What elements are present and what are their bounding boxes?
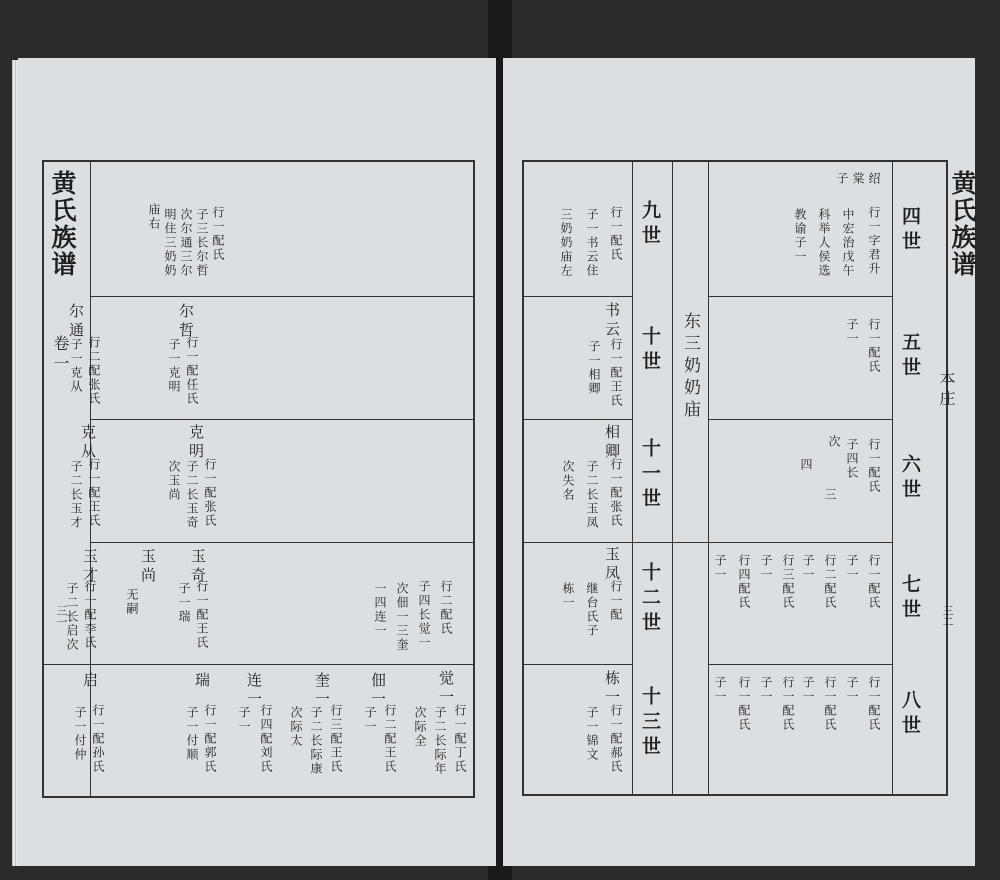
entry-line: 行一配氏 [609,206,623,262]
entry-line: 行一配氏 [823,676,837,732]
entry-line: 行一配氏 [867,554,881,610]
entry-line: 次佃一三奎 [395,582,409,652]
entry-line: 次际太 [289,706,303,748]
entry-line: 子一 [363,706,377,734]
entry-line: 子一 [713,554,727,582]
entry-line: 子二长际康 [309,706,323,776]
entry-line: 子一 [237,706,251,734]
entry-line: 子一 [845,554,859,582]
entry-line: 行四配氏 [737,554,751,610]
entry-line: 子一锦文 [585,706,599,762]
entry-line: 子一 [759,554,773,582]
entry-line: 行一配氏 [781,676,795,732]
entry-line: 子一 [713,676,727,704]
entry-name: 佃一 [369,672,387,710]
entry-line: 行一配任氏 [185,336,199,406]
entry-line: 子二长际年 [433,706,447,776]
entry-line: 行一配孙氏 [91,704,105,774]
entry-name: 玉尚 [139,548,157,586]
entry-name: 启 [81,672,99,691]
entry-line: 子一 [801,676,815,704]
entry-line: 子三长尔哲 [195,208,209,278]
entry-line: 棠 [851,172,865,186]
entry-name: 玉才 [81,548,99,586]
entry-line: 行一配氏 [867,438,881,494]
entry-line: 教谕子一 [793,208,807,264]
generation-label: 十世 [639,326,661,376]
entry-line: 行一配王氏 [609,338,623,408]
generation-label: 八世 [899,690,921,740]
entry-line: 次尔通三尔 [179,208,193,278]
entry-line: 行一配氏 [211,206,225,262]
entry-name: 栋一 [603,670,621,708]
entry-line: 行二配氏 [823,554,837,610]
entry-line: 行一配丁氏 [453,704,467,774]
entry-line: 行一配李氏 [83,580,97,650]
entry-line: 子 [835,172,849,186]
entry-line: 次 [827,435,841,449]
entry-line: 子一克从 [69,338,83,394]
entry-line: 子一 [845,318,859,346]
entry-name: 尔通 [67,303,85,341]
entry-line: 子一付仲 [73,706,87,762]
entry-line: 行一配张氏 [609,458,623,528]
generation-label: 五世 [899,332,921,382]
entry-line: 子一克明 [167,338,181,394]
entry-line: 行二配张氏 [87,336,101,406]
left-page-number: 三一 [55,605,68,627]
entry-name: 尔哲 [177,303,195,341]
entry-line: 子一瑞 [177,582,191,624]
generation-label: 十一世 [639,438,661,513]
entry-line: 子二长启次 [65,582,79,652]
entry-line: 三 [823,488,837,502]
volume-label: 卷一 [51,335,70,375]
entry-line: 明住三奶奶 [163,208,177,278]
entry-line: 行一配氏 [737,676,751,732]
entry-line: 继台氏子 [585,582,599,638]
side-label: 本庄 [937,370,956,410]
entry-line: 子一 [801,554,815,582]
entry-name: 克明 [187,424,205,462]
entry-line: 行一配氏 [867,318,881,374]
entry-line: 子二长玉奇 [185,460,199,530]
entry-line: 三奶奶庙左 [559,208,573,278]
generation-label: 四世 [899,206,921,256]
entry-line: 子二长玉凤 [585,460,599,530]
entry-line: 子一 [759,676,773,704]
entry-name: 奎一 [313,672,331,710]
entry-line: 行一配氏 [867,676,881,732]
entry-line: 行一配张氏 [203,458,217,528]
entry-line: 庙右 [147,203,161,231]
entry-line: 栋一 [561,582,575,610]
generation-label: 六世 [899,454,921,504]
generation-label: 十三世 [639,686,661,761]
right-page-number: 三二 [941,605,954,627]
right-book-title: 黄氏族谱 [948,170,977,278]
generation-label: 九世 [639,200,661,250]
entry-line: 四 [799,458,813,472]
entry-line: 子二长玉才 [69,460,83,530]
entry-line: 中宏治戊午 [841,208,855,278]
entry-name: 克从 [79,424,97,462]
entry-name: 书云 [603,302,621,340]
entry-name: 玉奇 [189,548,207,586]
generation-label: 十二世 [639,562,661,637]
entry-line: 次玉尚 [167,460,181,502]
entry-line: 绍 [867,172,881,186]
entry-line: 次失名 [561,460,575,502]
generation-label: 七世 [899,574,921,624]
left-book-title: 黄氏族谱 [48,170,77,278]
entry-line: 行二配氏 [439,580,453,636]
entry-line: 行一配 [609,580,623,622]
entry-line: 子一书云住 [585,208,599,278]
entry-line: 无嗣 [125,588,139,616]
temple-label: 东三奶奶庙 [680,312,700,422]
entry-line: 子四长觉一 [417,580,431,650]
entry-line: 行一配王氏 [87,458,101,528]
entry-name: 玉凤 [603,546,621,584]
entry-line: 子一付顺 [185,706,199,762]
entry-name: 连一 [245,672,263,710]
entry-line: 行一配王氏 [195,580,209,650]
entry-name: 觉一 [437,670,455,708]
entry-line: 行二配王氏 [383,704,397,774]
entry-line: 子一相卿 [587,340,601,396]
entry-line: 科举人侯选 [817,208,831,278]
entry-line: 行一配郝氏 [609,704,623,774]
entry-name: 相卿 [603,424,621,462]
entry-line: 行三配王氏 [329,704,343,774]
entry-line: 行一配郭氏 [203,704,217,774]
entry-line: 次际全 [413,706,427,748]
entry-line: 一四连一 [373,582,387,638]
entry-name: 瑞 [193,672,211,691]
entry-line: 子四长 [845,438,859,480]
entry-line: 子一 [845,676,859,704]
entry-line: 行一字君升 [867,206,881,276]
entry-line: 行四配刘氏 [259,704,273,774]
entry-line: 行三配氏 [781,554,795,610]
